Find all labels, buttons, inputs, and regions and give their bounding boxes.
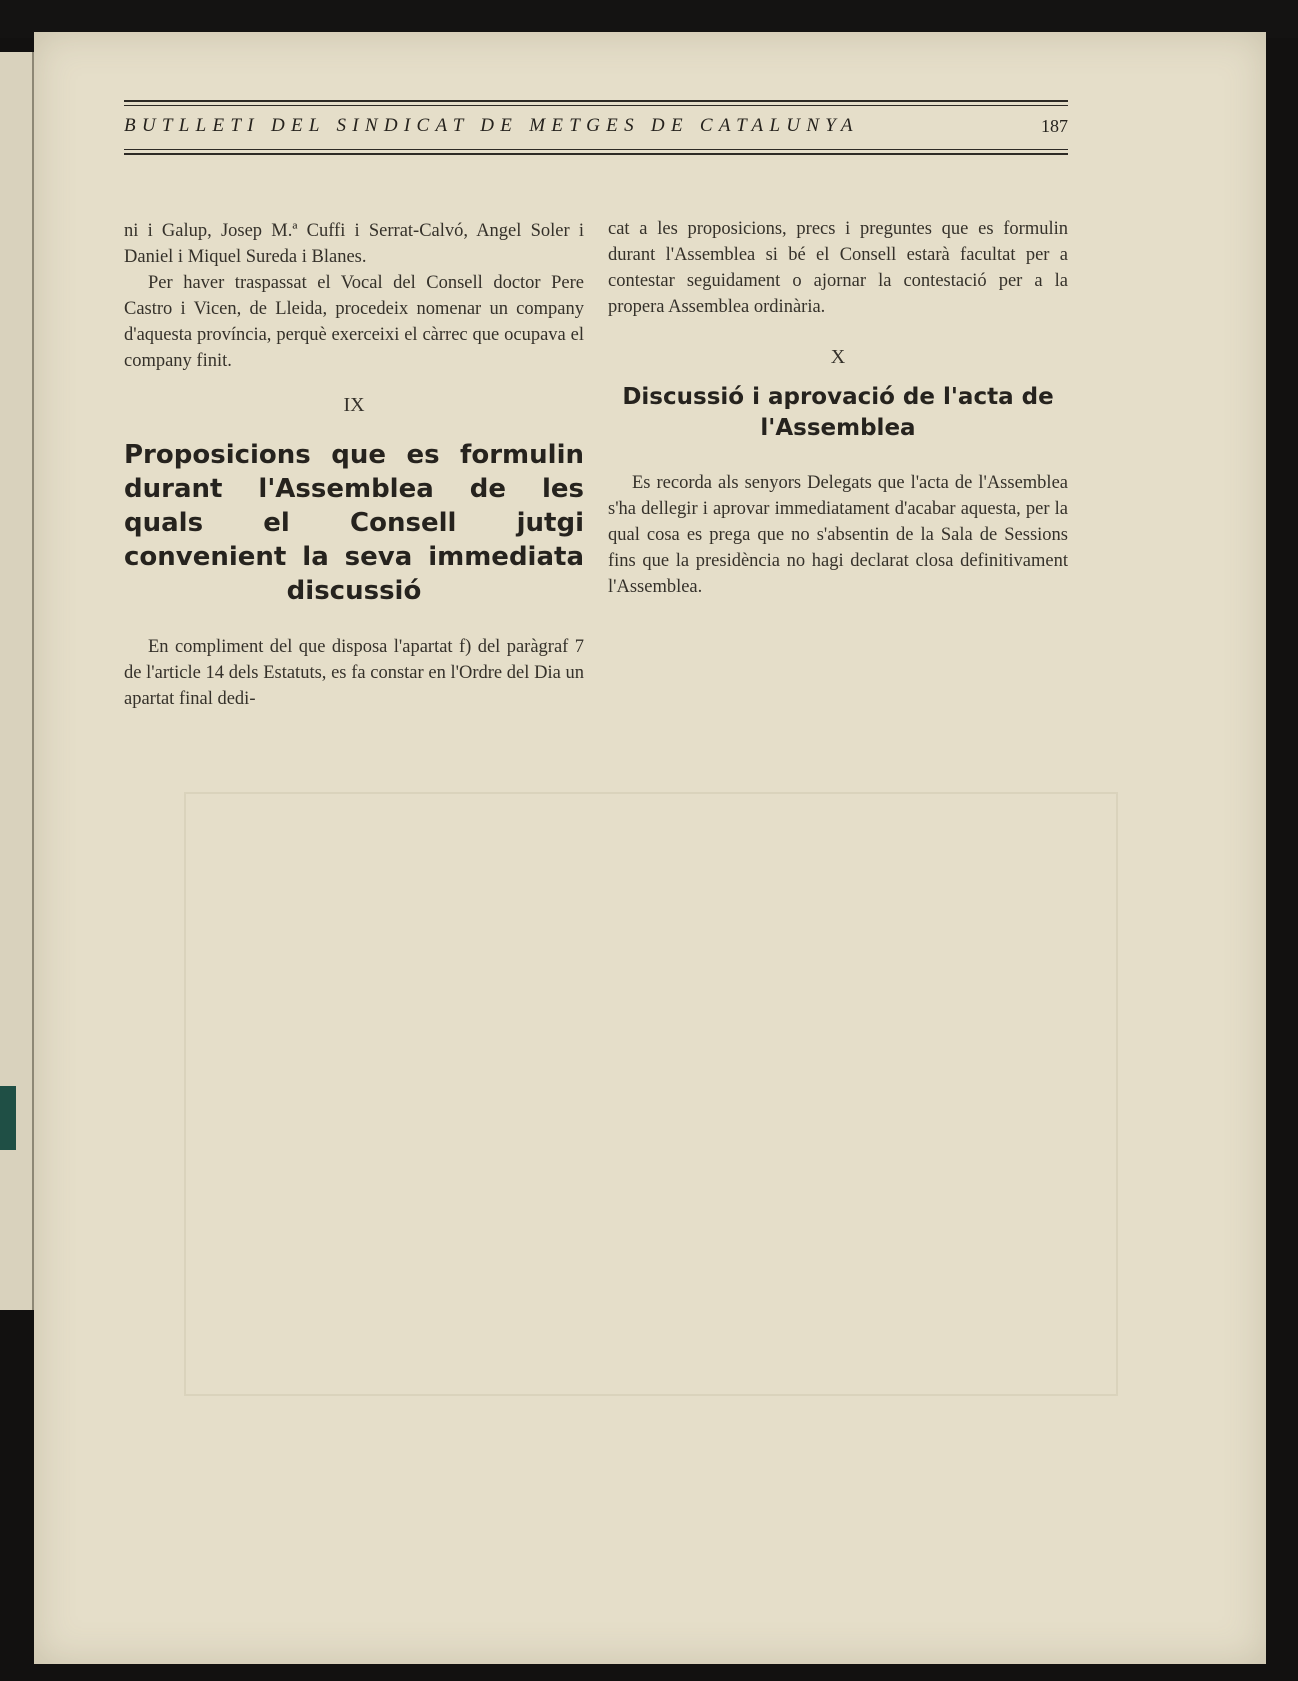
header-rule-top [124, 100, 1068, 102]
page-number: 187 [1041, 115, 1068, 136]
show-through-ghost [184, 792, 1118, 1396]
left-paragraph-2: Per haver traspassat el Vocal del Consell doctor Pere Castro i Vicen, de Lleida, procedeix nomenar un company d'aquesta província, perquè exerceixi el càrrec que ocupava el company finit. [124, 273, 584, 371]
section-number-x: X [830, 346, 846, 368]
running-header [124, 100, 1068, 155]
right-paragraph-1: cat a les proposicions, precs i preguntes que es formulin durant l'Assemblea si bé el Consell estarà facultat per a contestar seguidament o ajornar la contestació per a la propera Assemblea ordinària. [608, 219, 1068, 317]
right-column [608, 216, 1068, 600]
right-paragraph-2: Es recorda als senyors Delegats que l'acta de l'Assemblea s'ha dellegir i aprovar immediatament d'acabar aquesta, per la qual cosa es prega que no s'absentin de la Sala de Sessions fins que la presidència no hagi declarat closa definitivament l'Assemblea. [608, 473, 1068, 597]
header-rule-bottom-thin [124, 149, 1068, 150]
section-heading-x: Discussió i aprovació de l'acta de l'Assemblea [622, 384, 1054, 441]
left-paragraph-1: ni i Galup, Josep M.ª Cuffi i Serrat-Calvó, Angel Soler i Daniel i Miquel Sureda i Blanes. [124, 221, 584, 267]
left-paragraph-3: En compliment del que disposa l'apartat f) del paràgraf 7 de l'article 14 dels Estatuts, es fa constar en l'Ordre del Dia un apartat final dedi- [124, 637, 584, 709]
section-heading-ix: Proposicions que es formulin durant l'Assemblea de les quals el Consell jutgi convenient la seva immediata discussió [124, 440, 584, 606]
left-column [124, 218, 584, 712]
section-number-ix: IX [343, 394, 365, 416]
header-rule-bottom [124, 153, 1068, 155]
running-title: BUTLLETI DEL SINDICAT DE METGES DE CATALUNYA [124, 115, 859, 136]
page-tab-marker [0, 1086, 16, 1150]
